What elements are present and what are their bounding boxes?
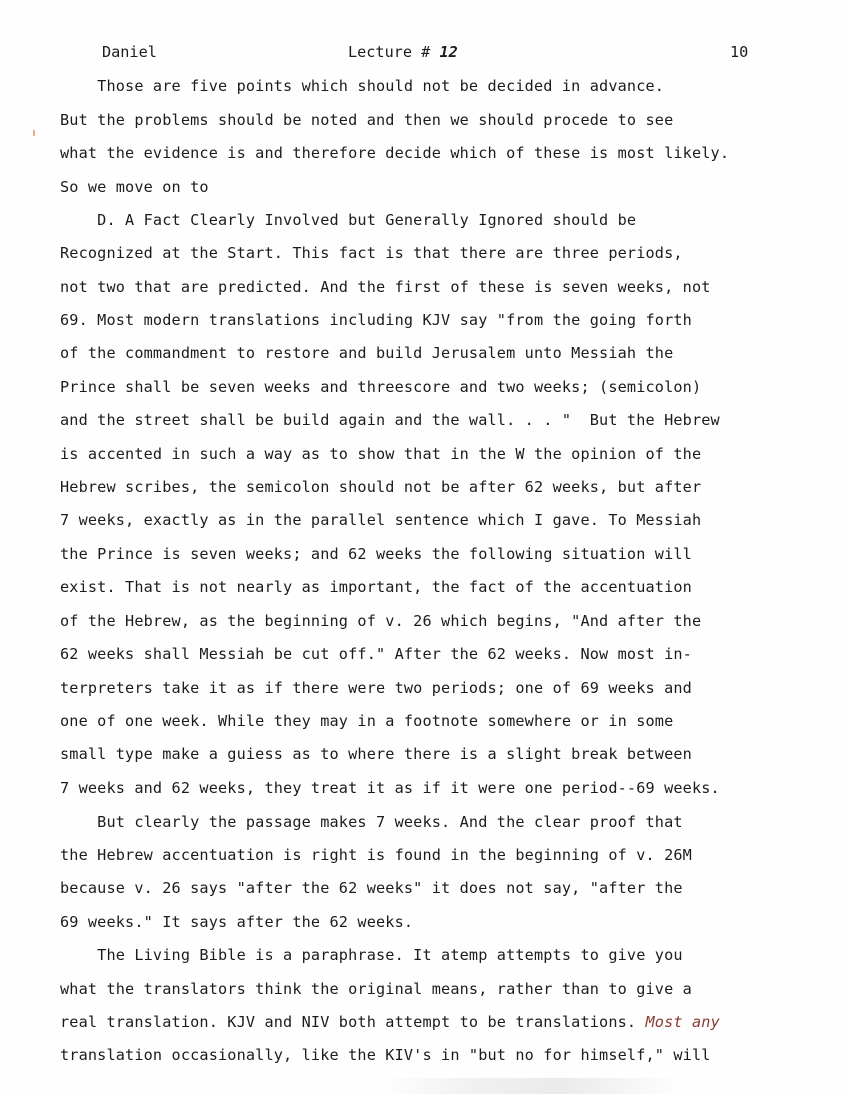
body-line: The Living Bible is a paraphrase. It atemp attempts to give you: [60, 946, 683, 964]
body-line: small type make a guiess as to where there is a slight break between: [60, 745, 692, 763]
body-line: is accented in such a way as to show that in the W the opinion of the: [60, 445, 702, 463]
body-line: 7 weeks, exactly as in the parallel sentence which I gave. To Messiah: [60, 511, 702, 529]
body-line: one of one week. While they may in a footnote somewhere or in some: [60, 712, 674, 730]
body-line: 69 weeks." It says after the 62 weeks.: [60, 913, 414, 931]
handwritten-annotation: Most any: [636, 1013, 720, 1031]
body-line: Those are five points which should not be decided in advance.: [60, 77, 665, 95]
body-line: what the translators think the original means, rather than to give a: [60, 980, 692, 998]
body-line: 7 weeks and 62 weeks, they treat it as if it were one period--69 weeks.: [60, 779, 720, 797]
page-number: 10: [730, 43, 749, 61]
body-line: because v. 26 says "after the 62 weeks" it does not say, "after the: [60, 879, 683, 897]
header-lecture: [348, 43, 458, 61]
body-line: But the problems should be noted and then we should procede to see: [60, 111, 674, 129]
body-line: Hebrew scribes, the semicolon should not be after 62 weeks, but after: [60, 478, 702, 496]
body-line: 69. Most modern translations including KJV say "from the going forth: [60, 311, 692, 329]
body-line: terpreters take it as if there were two periods; one of 69 weeks and: [60, 679, 692, 697]
body-line: translation occasionally, like the KIV's in "but no for himself," will: [60, 1046, 711, 1064]
lecture-label: Lecture #: [348, 43, 440, 61]
body-line: 62 weeks shall Messiah be cut off." After the 62 weeks. Now most in-: [60, 645, 692, 663]
body-line: the Prince is seven weeks; and 62 weeks the following situation will: [60, 545, 692, 563]
body-line: the Hebrew accentuation is right is found in the beginning of v. 26M: [60, 846, 692, 864]
body-line: Prince shall be seven weeks and threescore and two weeks; (semicolon): [60, 378, 702, 396]
body-line-text: real translation. KJV and NIV both attempt to be translations.: [60, 1013, 637, 1031]
body-line: So we move on to: [60, 178, 209, 196]
body-line: and the street shall be build again and the wall. . . " But the Hebrew: [60, 411, 720, 429]
body-line: But clearly the passage makes 7 weeks. And the clear proof that: [60, 813, 683, 831]
stray-mark: [33, 130, 35, 136]
body-line: what the evidence is and therefore decide which of these is most likely.: [60, 144, 730, 162]
body-line: [60, 1012, 720, 1032]
body-line: Recognized at the Start. This fact is that there are three periods,: [60, 244, 683, 262]
body-line: of the Hebrew, as the beginning of v. 26 which begins, "And after the: [60, 612, 702, 630]
body-line: of the commandment to restore and build Jerusalem unto Messiah the: [60, 344, 674, 362]
body-line: exist. That is not nearly as important, the fact of the accentuation: [60, 578, 692, 596]
header-book-title: Daniel: [102, 43, 157, 61]
body-line: not two that are predicted. And the first of these is seven weeks, not: [60, 278, 711, 296]
lecture-number: 12: [439, 43, 458, 61]
scan-smudge: [380, 1078, 680, 1094]
body-line: D. A Fact Clearly Involved but Generally Ignored should be: [60, 211, 637, 229]
